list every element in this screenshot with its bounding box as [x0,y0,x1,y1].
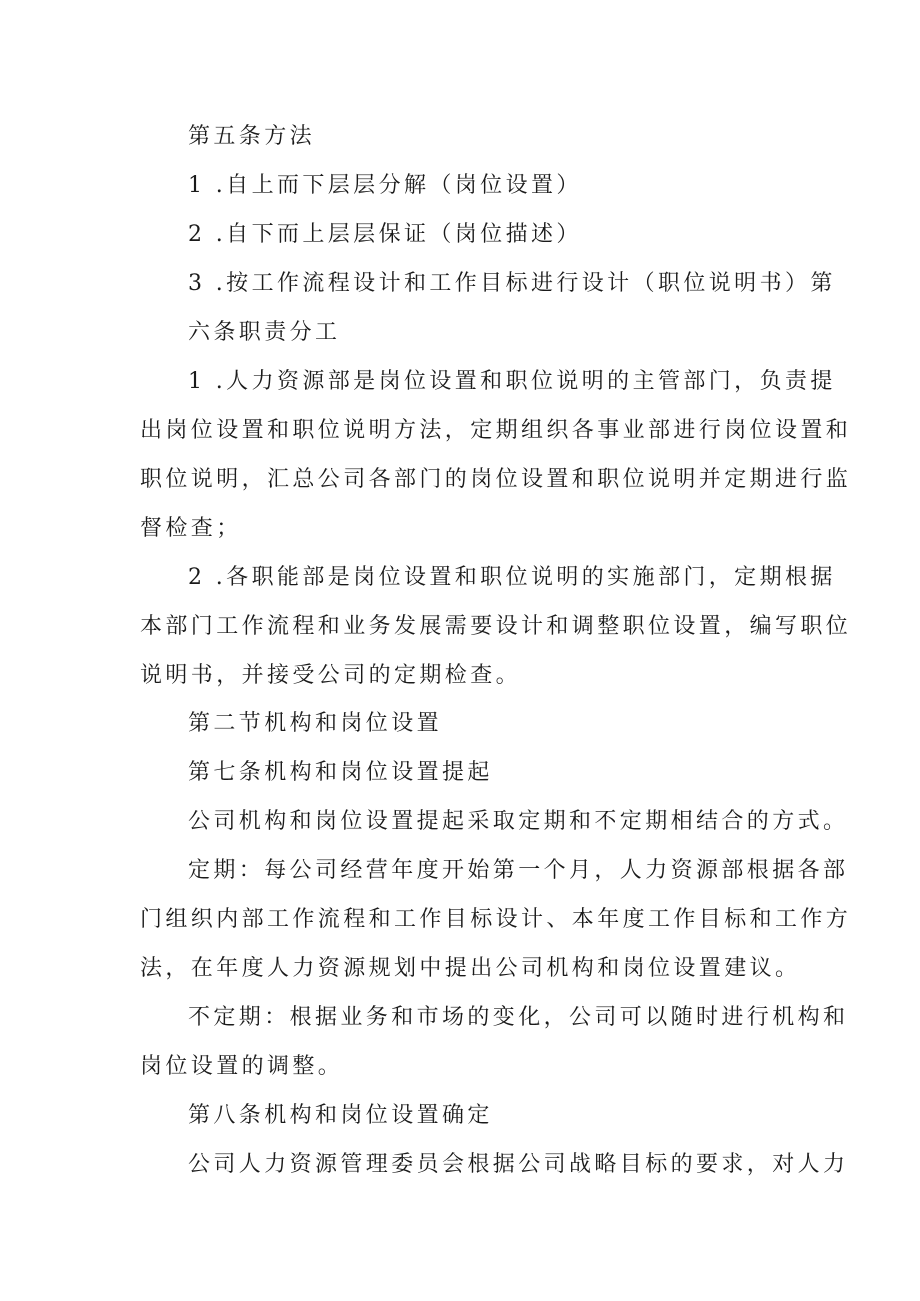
duty-item-1-line-3: 职位说明，汇总公司各部门的岗位设置和职位说明并定期进行监 [140,467,852,492]
article-5-heading: 第五条方法 [188,124,316,149]
method-item-1: 1 .自上而下层层分解（岗位设置） [188,173,582,198]
article-7-heading: 第七条机构和岗位设置提起 [188,760,493,785]
irregular-line-1: 不定期：根据业务和市场的变化，公司可以随时进行机构和 [188,1005,849,1030]
duty-item-2-line-3: 说明书，并接受公司的定期检查。 [140,663,522,688]
regular-line-3: 法，在年度人力资源规划中提出公司机构和岗位设置建议。 [140,956,801,981]
duty-item-2-line-1: 2 .各职能部是岗位设置和职位说明的实施部门，定期根据 [188,565,836,590]
method-item-2: 2 .自下而上层层保证（岗位描述） [188,222,582,247]
duty-item-1-line-2: 出岗位设置和职位说明方法，定期组织各事业部进行岗位设置和 [140,418,852,443]
article-7-paragraph-1: 公司机构和岗位设置提起采取定期和不定期相结合的方式。 [188,809,849,834]
duty-item-2-line-2: 本部门工作流程和业务发展需要设计和调整职位设置，编写职位 [140,614,852,639]
duty-item-1-line-4: 督检查； [140,516,242,541]
article-6-heading: 六条职责分工 [188,320,341,345]
method-item-3: 3 .按工作流程设计和工作目标进行设计（职位说明书）第 [188,271,836,296]
regular-line-2: 门组织内部工作流程和工作目标设计、本年度工作目标和工作方 [140,907,852,932]
irregular-line-2: 岗位设置的调整。 [140,1054,344,1079]
regular-line-1: 定期：每公司经营年度开始第一个月，人力资源部根据各部 [188,858,849,883]
section-2-heading: 第二节机构和岗位设置 [188,711,443,736]
article-8-heading: 第八条机构和岗位设置确定 [188,1103,493,1128]
duty-item-1-line-1: 1 .人力资源部是岗位设置和职位说明的主管部门，负责提 [188,369,836,394]
article-8-paragraph-line-1: 公司人力资源管理委员会根据公司战略目标的要求，对人力 [188,1152,849,1177]
